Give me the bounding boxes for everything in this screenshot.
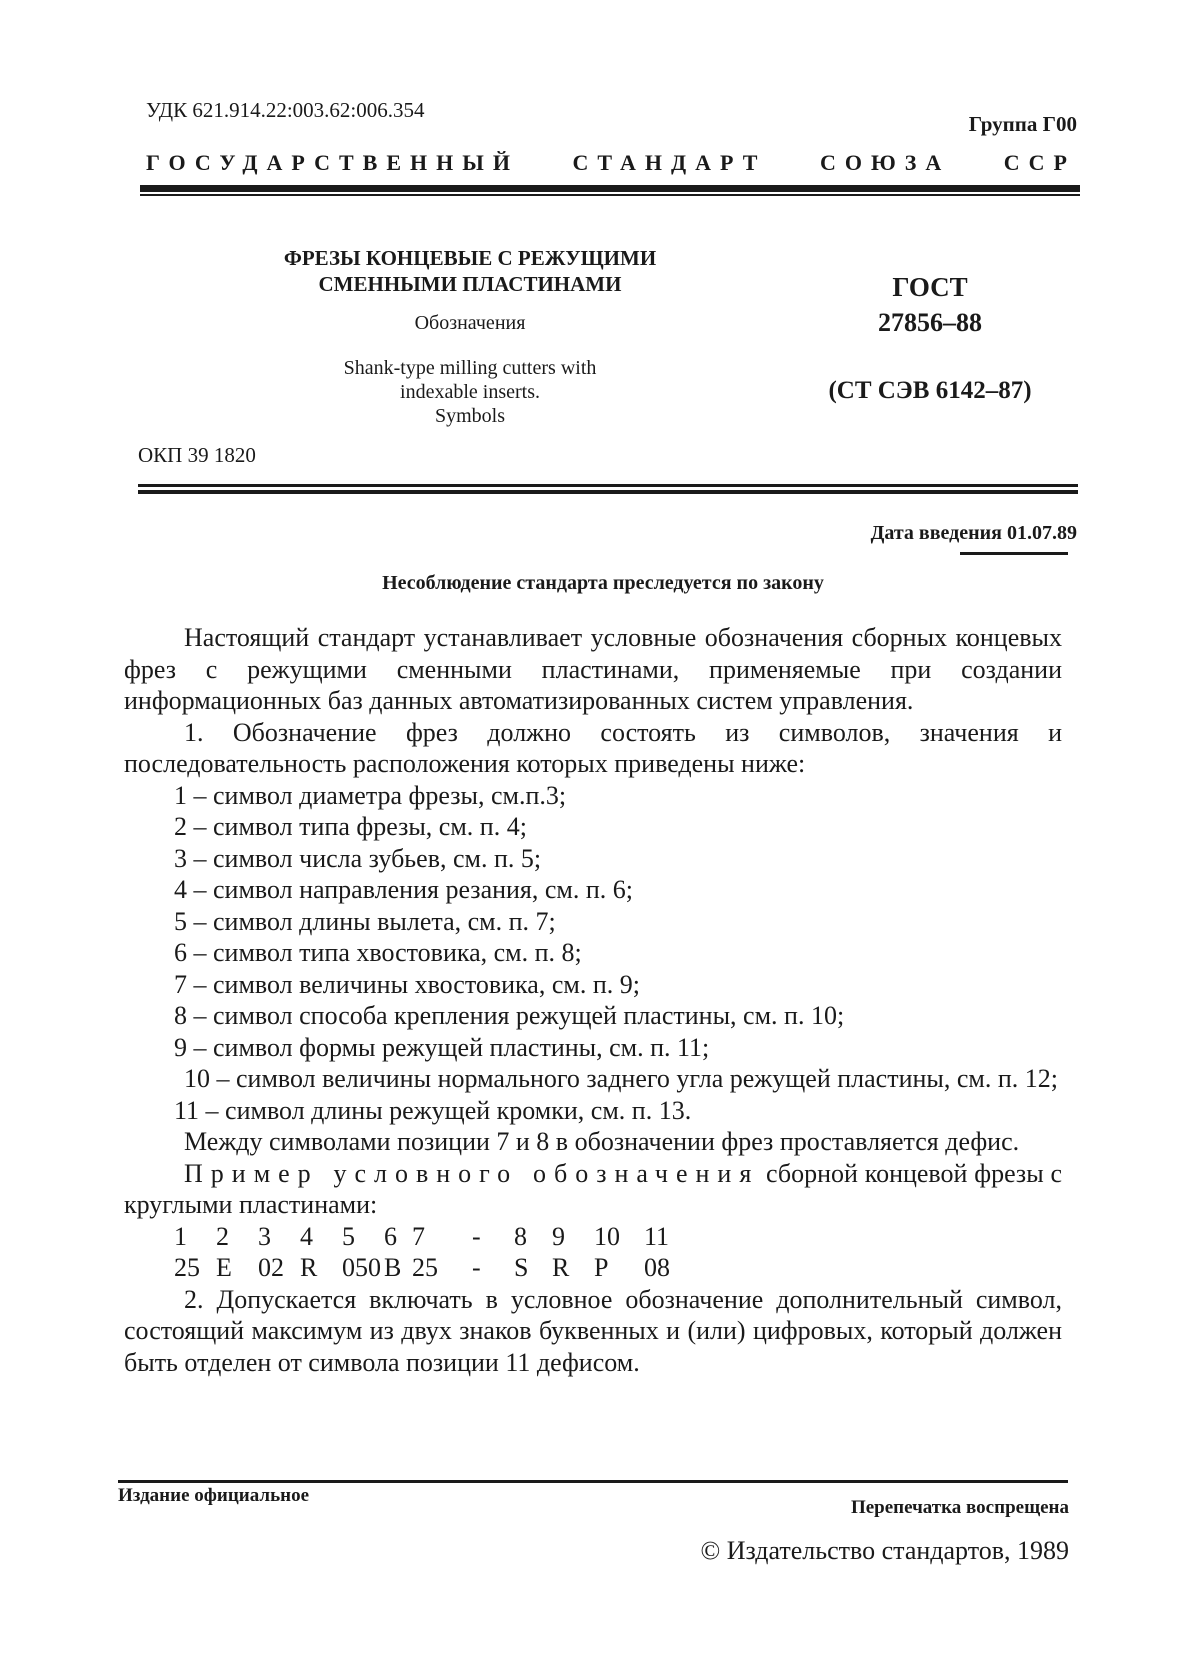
title-line: СМЕННЫМИ ПЛАСТИНАМИ	[318, 272, 622, 296]
heading-word: ГОСУДАРСТВЕННЫЙ	[146, 150, 519, 175]
example-cell: P	[594, 1253, 609, 1282]
effective-date: Дата введения 01.07.89	[870, 522, 1077, 544]
list-item: 9 – символ формы режущей пластины, см. п. 11;	[174, 1032, 710, 1062]
udk-code: УДК 621.914.22:003.62:006.354	[146, 98, 425, 122]
heading-word: ССР	[1003, 150, 1076, 175]
example-cell: R	[300, 1253, 318, 1282]
example-intro	[124, 1158, 1062, 1221]
gost-number: 27856–88	[878, 308, 982, 337]
heading-word: СОЮЗА	[819, 150, 951, 175]
example-cell: 2	[216, 1221, 229, 1251]
document-title	[250, 245, 690, 297]
example-cell: 08	[644, 1253, 670, 1282]
example-positions-row	[124, 1221, 1062, 1253]
list-item: 2 – символ типа фрезы, см. п. 4;	[174, 812, 527, 841]
example-cell: R	[552, 1253, 570, 1282]
footer-rule	[118, 1480, 1068, 1483]
example-spaced-label: Пример условного обозначения	[184, 1158, 760, 1188]
english-title-line: indexable inserts.	[400, 381, 540, 403]
example-cell: -	[472, 1253, 481, 1282]
copyright: © Издательство стандартов, 1989	[700, 1536, 1069, 1565]
list-item: 8 – символ способа крепления режущей пластины, см. п. 10;	[174, 1001, 845, 1030]
state-standard-heading	[146, 150, 1076, 176]
example-cell: E	[216, 1253, 232, 1282]
list-item: 7 – символ величины хвостовика, см. п. 9;	[174, 969, 640, 999]
example-cell: 5	[342, 1221, 355, 1251]
list-item: 10 – символ величины нормального заднего угла режущей пластины, см. п. 12;	[184, 1064, 1058, 1093]
list-item: 11 – символ длины режущей кромки, см. п. 13.	[174, 1095, 692, 1125]
example-rest: сборной концевой фрезы с круглыми пластинами:	[124, 1158, 1062, 1219]
reprint-notice: Перепечатка воспрещена	[850, 1497, 1069, 1518]
section-rule-thick	[138, 490, 1078, 494]
example-cell: 4	[300, 1221, 313, 1251]
section-rule	[138, 484, 1078, 487]
example-cell: 1	[174, 1221, 187, 1251]
hyphen-note: Между символами позиции 7 и 8 в обозначении фрез проставляется дефис.	[184, 1127, 1020, 1156]
english-title	[250, 356, 690, 428]
title-line: ФРЕЗЫ КОНЦЕВЫЕ С РЕЖУЩИМИ	[283, 246, 657, 270]
document-subtitle: Обозначения	[414, 312, 526, 334]
law-notice: Несоблюдение стандарта преследуется по закону	[382, 572, 824, 594]
list-item: 3 – символ числа зубьев, см. п. 5;	[174, 843, 542, 873]
st-sev-number: (СТ СЭВ 6142–87)	[828, 377, 1032, 404]
example-cell: 6	[384, 1221, 397, 1251]
example-cell: 10	[594, 1221, 620, 1251]
okp-code: ОКП 39 1820	[138, 443, 256, 467]
document-body	[124, 622, 1062, 1378]
english-title-line: Shank-type milling cutters with	[343, 357, 597, 379]
example-cell: S	[514, 1253, 529, 1282]
list-item: 1 – символ диаметра фрезы, см.п.3;	[174, 780, 567, 810]
intro-paragraph: Настоящий стандарт устанавливает условные обозначения сборных концевых фрез с режущими сменными пластинами, применяемые при создании информационных баз данных автоматизированных систем управления.	[124, 623, 1062, 715]
example-cell: -	[472, 1221, 481, 1251]
list-item: 6 – символ типа хвостовика, см. п. 8;	[174, 938, 582, 967]
example-values-row	[124, 1252, 1062, 1284]
example-cell: 050	[342, 1253, 381, 1282]
header-rule	[140, 185, 1080, 192]
example-cell: 25	[174, 1253, 200, 1282]
example-cell: 3	[258, 1221, 271, 1251]
date-underline	[960, 552, 1068, 555]
group-code: Группа Г00	[968, 112, 1077, 136]
example-cell: 8	[514, 1221, 527, 1251]
example-cell: 25	[412, 1253, 438, 1282]
gost-label: ГОСТ	[892, 272, 968, 302]
example-cell: 7	[412, 1221, 425, 1251]
clause-1: 1. Обозначение фрез должно состоять из символов, значения и последовательность расположения которых приведены ниже:	[124, 717, 1062, 778]
list-item: 4 – символ направления резания, см. п. 6;	[174, 875, 634, 904]
english-title-line: Symbols	[434, 405, 506, 427]
header-rule-thin	[140, 194, 1080, 196]
example-cell: 02	[258, 1253, 284, 1282]
edition-label: Издание официальное	[118, 1485, 310, 1506]
example-cell: B	[384, 1253, 402, 1282]
example-cell: 11	[644, 1221, 670, 1251]
example-cell: 9	[552, 1221, 565, 1251]
clause-2: 2. Допускается включать в условное обозначение дополнительный символ, состоящий максимум из двух знаков буквенных и (или) цифровых, который должен быть отделен от символа позиции 11 дефисом.	[124, 1284, 1062, 1377]
list-item: 5 – символ длины вылета, см. п. 7;	[174, 906, 556, 936]
heading-word: СТАНДАРТ	[572, 150, 767, 175]
